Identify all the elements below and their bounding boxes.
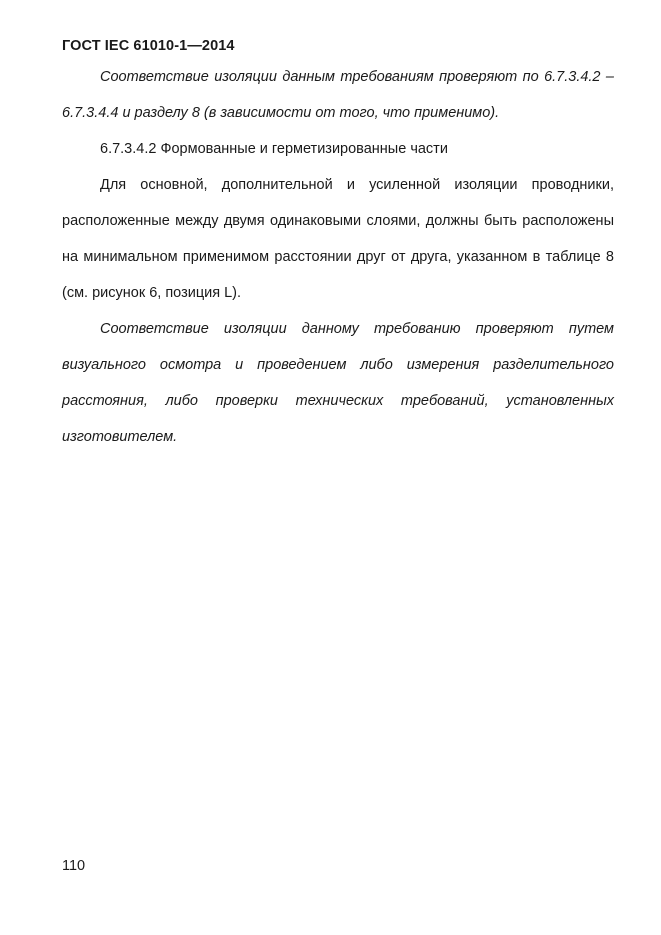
paragraph-insulation-requirements: Для основной, дополнительной и усиленной изоляции проводники, расположенные между двумя одинаковыми слоями, должны быть расположены на минимальном применимом расстоянии друг от друга, указанном в таблице 8 (см. рисунок 6, позиция L). [62,177,614,301]
paragraph-section-heading: 6.7.3.4.2 Формованные и герметизированные части [100,141,448,157]
document-body [62,59,614,455]
document-header-title: ГОСТ IEC 61010-1—2014 [62,38,235,54]
page-number: 110 [62,858,86,874]
paragraph-compliance-check: Соответствие изоляции данным требованиям проверяют по 6.7.3.4.2 – 6.7.3.4.4 и разделу 8 (в зависимости от того, что применимо). [62,69,614,121]
paragraph-compliance-inspection: Соответствие изоляции данному требованию проверяют путем визуального осмотра и проведением либо измерения разделительного расстояния, либо проверки технических требований, установленных изготовителем. [62,321,614,445]
